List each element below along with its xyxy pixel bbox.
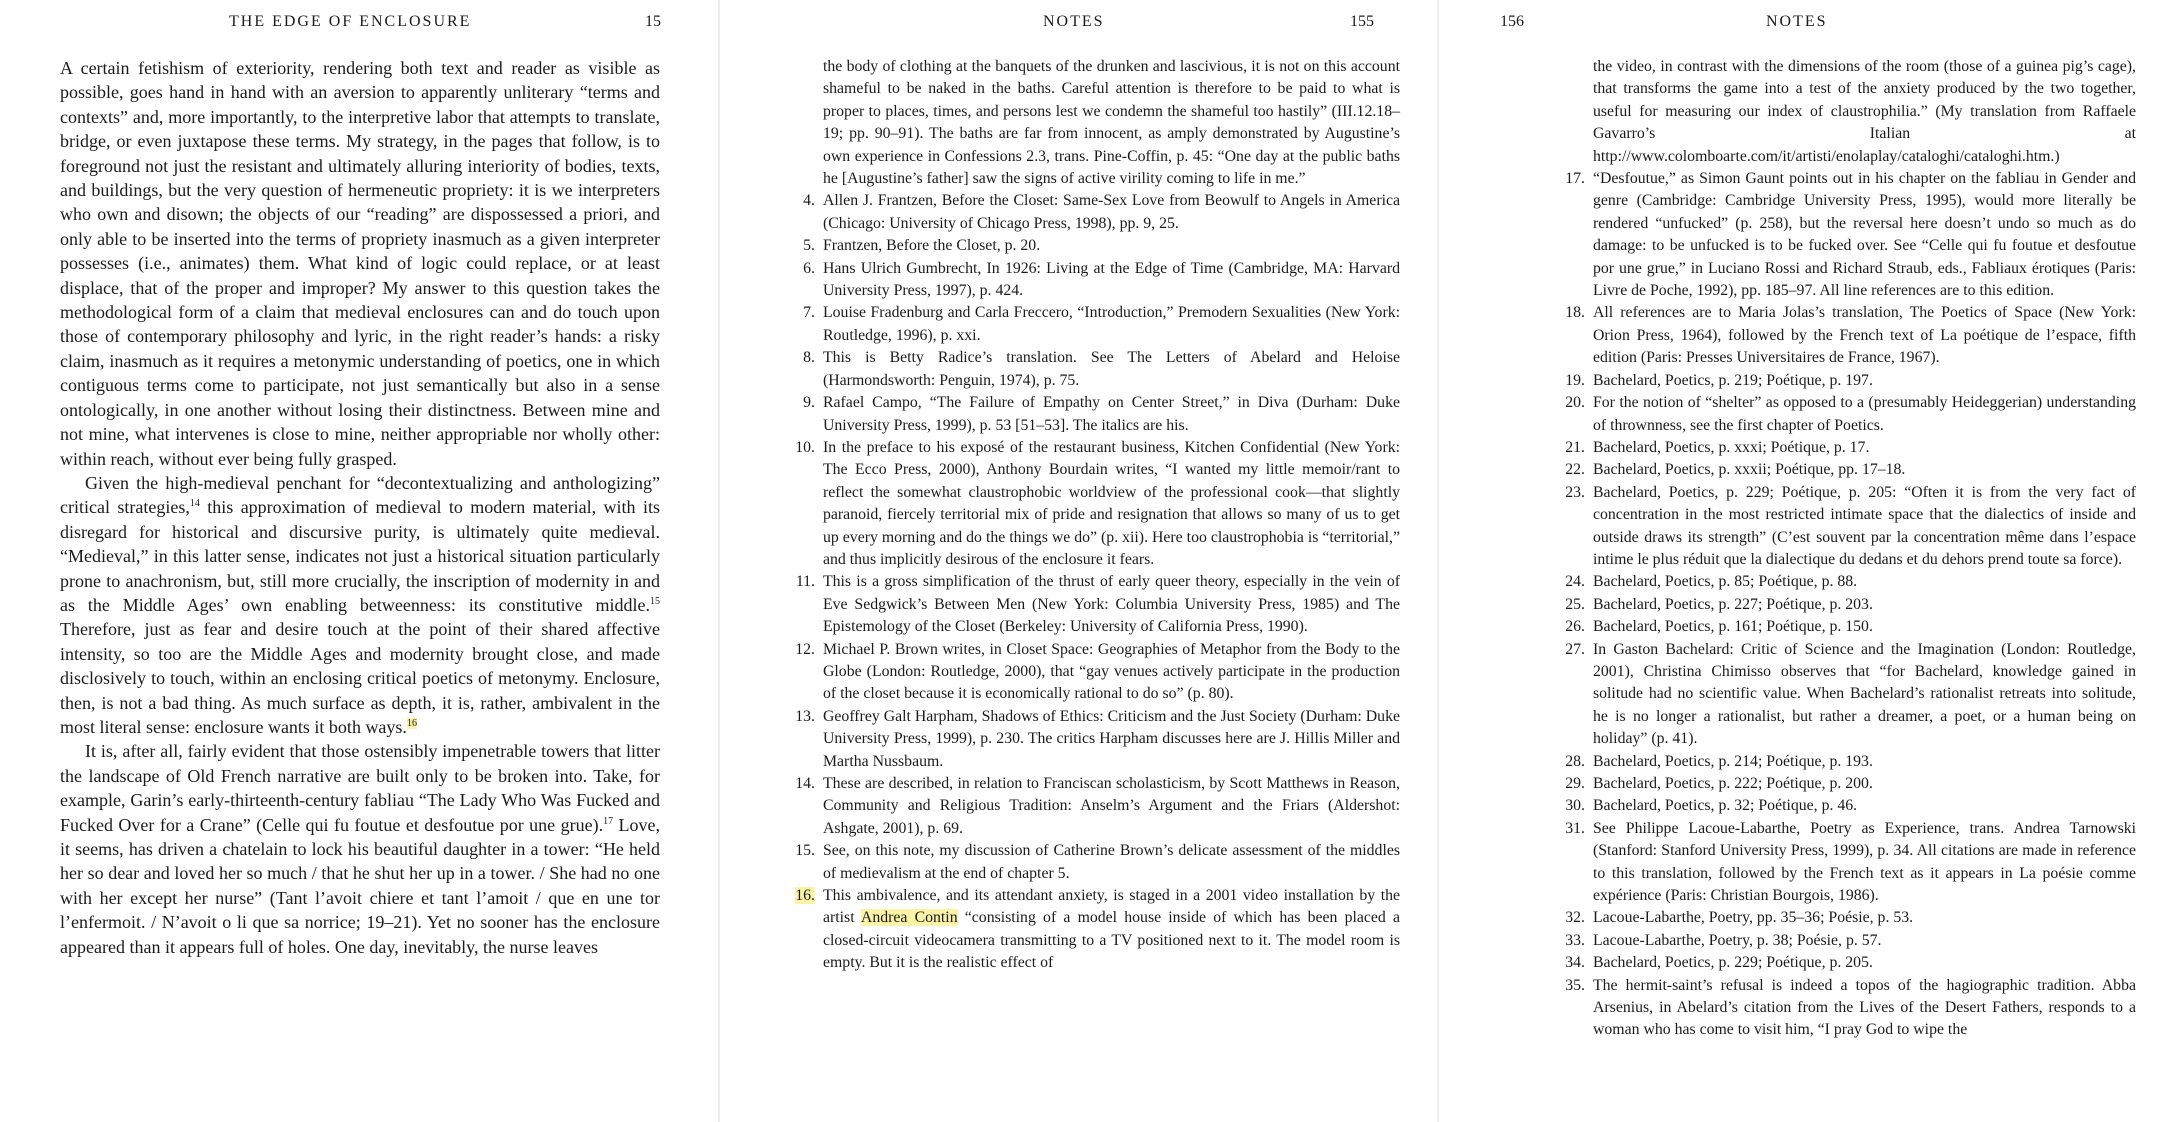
- note-item: [1553, 930, 2136, 952]
- note-number: 21.: [1565, 438, 1585, 456]
- note-item: [1553, 907, 2136, 929]
- note-number: 23.: [1565, 483, 1585, 501]
- footnote-ref[interactable]: 15: [650, 595, 660, 607]
- running-head: [0, 13, 718, 35]
- text-run: Love, it seems, has driven a chatelain to lock his beautiful daughter in a tower: “He held her so dear and loved her so much / that he shut her up in a tower. / She had no one with her except her nurse” (Tant l’avoit chiere et tant l’amoit / que en une tor l’enfermoit. / N’avoit o li que sa norrice; 19–21). Yet no sooner has the enclosure appeared than it appears full of holes. One day, inevitably, the nurse leaves: [60, 814, 661, 957]
- note-item: [1553, 392, 2136, 437]
- note-text: Bachelard, Poetics, p. 85; Poétique, p. 88.: [1593, 573, 1858, 591]
- note-number: 12.: [795, 640, 815, 658]
- note-item: [1553, 751, 2136, 773]
- text-run: this approximation of medieval to modern material, with its disregard for historical and discursive purity, is ultimately quite medieval. “Medieval,” in this latter sense, indicates not just a historical situation particularly prone to anachronism, but, still more crucially, the inscription of modernity in and as the Middle Ages’ own enabling betweenness: its constitutive middle.: [60, 497, 660, 615]
- note-item: [1553, 952, 2136, 974]
- note-number: 32.: [1565, 909, 1585, 927]
- note-number: 9.: [803, 394, 815, 412]
- note-text: Bachelard, Poetics, p. xxxi; Poétique, p. 17.: [1593, 438, 1870, 456]
- notes-list: [783, 56, 1400, 975]
- note-item: [783, 437, 1400, 571]
- note-text: Bachelard, Poetics, p. 161; Poétique, p. 150.: [1593, 618, 1873, 636]
- note-item: [1553, 795, 2136, 817]
- note-text: Bachelard, Poetics, p. 32; Poétique, p. 46.: [1593, 797, 1858, 815]
- note-number: 11.: [795, 573, 815, 591]
- note-text: The hermit-saint’s refusal is indeed a topos of the hagiographic tradition. Abba Arsenius, in Abelard’s citation from the Lives of the Desert Fathers, responds to a woman who has come to visit him, “I pray God to wipe the: [1593, 976, 2136, 1039]
- note-text: Bachelard, Poetics, p. 222; Poétique, p. 200.: [1593, 775, 1873, 792]
- paragraph: [60, 471, 660, 739]
- note-text: Rafael Campo, “The Failure of Empathy on Center Street,” in Diva (Durham: Duke University Press, 1999), p. 53 [51–53]. The italics are his.: [823, 394, 1400, 434]
- note-item: [1553, 818, 2136, 908]
- note-number: 25.: [1565, 595, 1585, 613]
- note-number: 28.: [1565, 752, 1585, 770]
- note-number: 13.: [795, 707, 815, 725]
- note-number: 26.: [1565, 618, 1585, 636]
- running-title: NOTES: [1043, 13, 1105, 30]
- note-number: 14.: [795, 775, 815, 792]
- note-text: Bachelard, Poetics, p. 219; Poétique, p. 197.: [1593, 371, 1873, 389]
- note-number: 6.: [803, 259, 815, 277]
- note-number-highlight: 16.: [795, 887, 815, 905]
- running-title: THE EDGE OF ENCLOSURE: [229, 13, 472, 30]
- text-run: “consisting of a model house inside of which has been placed a closed-circuit videocamera transmitting to a TV positioned next to it. The model room is empty. But it is the realistic effect of: [823, 909, 1400, 972]
- note-number: 31.: [1565, 819, 1585, 837]
- note-text: All references are to Maria Jolas’s translation, The Poetics of Space (New York: Orion Press, 1964), followed by the French text of La poétique de l’espace, fifth edition (Paris: Presses Universitaires de France, 1967).: [1593, 304, 2136, 367]
- note-number: 8.: [803, 349, 815, 367]
- note-text: Hans Ulrich Gumbrecht, In 1926: Living at the Edge of Time (Cambridge, MA: Harvard University Press, 1997), p. 424.: [823, 259, 1400, 300]
- note-number: 18.: [1565, 304, 1585, 322]
- note-item: [1553, 616, 2136, 638]
- note-text: Allen J. Frantzen, Before the Closet: Same-Sex Love from Beowulf to Angels in America (Chicago: University of Chicago Press, 1998), pp. 9, 25.: [823, 192, 1400, 232]
- note-item: [783, 773, 1400, 840]
- note-text: “Desfoutue,” as Simon Gaunt points out in his chapter on the fabliau in Gender and genre (Cambridge: Cambridge University Press, 1995), would more literally be rendered “unfucked” (p. 258), but the reversal here doesn’t undo so much as do damage: to be unfucked is to be fucked over. See “Celle qui fu foutue et desfoutue por une grue,” in Luciano Rossi and Richard Straub, eds., Fabliaux érotiques (Paris: Livre de Poche, 1992), pp. 185–97. All line references are to this edition.: [1593, 170, 2136, 300]
- note-item: [783, 302, 1400, 347]
- note-number: 5.: [803, 237, 815, 255]
- text-run: It is, after all, fairly evident that those ostensibly impenetrable towers that litter the landscape of Old French narrative are built only to be broken into. Take, for example, Garin’s early-thirteenth-century fabliau “The Lady Who Was Fucked and Fucked Over for a Crane” (Celle qui fu foutue et desfoutue por une grue).: [60, 741, 660, 835]
- note-number: 33.: [1565, 931, 1585, 949]
- note-text: Geoffrey Galt Harpham, Shadows of Ethics: Criticism and the Just Society (Durham: Duke University Press, 1999), p. 230. The critics Harpham discusses here are J. Hillis Miller and Martha Nussbaum.: [823, 707, 1400, 770]
- page-number: 155: [1350, 13, 1374, 30]
- note-item: [783, 392, 1400, 437]
- note-text: Bachelard, Poetics, p. 229; Poétique, p. 205.: [1593, 954, 1873, 972]
- note-text: the body of clothing at the banquets of the drunken and lascivious, it is not on this account shameful to be naked in the baths. Careful attention is therefore to be paid to what is proper to places, times, and persons lest we condemn the shameful too hastily” (III.12.18–19; pp. 90–91). The baths are far from innocent, as amply demonstrated by Augustine’s own experience in Confessions 2.3, trans. Pine-Coffin, p. 45: “One day at the public baths he [Augustine’s father] saw the signs of active virility coming to life in me.”: [823, 58, 1400, 188]
- note-item: [783, 639, 1400, 706]
- note-text: Bachelard, Poetics, p. 229; Poétique, p. 205: “Often it is from the very fact of concentration in the most restricted intimate space that the dialectics of inside and outside draws its strength” (C’est souvent par la concentration même dans l’espace intime le plus réduit que la dialectique du dedans et du dehors prend toute sa force).: [1593, 483, 2136, 568]
- footnote-ref[interactable]: 14: [189, 498, 200, 510]
- note-item: [1553, 437, 2136, 459]
- note-item: [1553, 482, 2136, 572]
- note-item: [783, 347, 1400, 392]
- note-item: [1553, 56, 2136, 168]
- notes-list: [1553, 56, 2136, 1042]
- note-item: [1553, 639, 2136, 751]
- note-number: 22.: [1565, 461, 1585, 479]
- note-item: [1553, 571, 2136, 593]
- running-title: NOTES: [1766, 13, 1828, 30]
- note-item: [1553, 168, 2136, 302]
- note-item: [1553, 975, 2136, 1042]
- note-item: [783, 840, 1400, 885]
- note-number: 4.: [803, 192, 815, 210]
- note-item-16: [783, 885, 1400, 975]
- paragraph: [60, 739, 660, 959]
- note-number: 7.: [803, 304, 815, 322]
- note-item: [1553, 370, 2136, 392]
- note-item: [783, 235, 1400, 257]
- note-text: Lacoue-Labarthe, Poetry, p. 38; Poésie, p. 57.: [1593, 931, 1882, 949]
- note-text: [823, 885, 1400, 975]
- note-number: 19.: [1565, 371, 1585, 389]
- note-text: Lacoue-Labarthe, Poetry, pp. 35–36; Poésie, p. 53.: [1593, 909, 1914, 927]
- note-text: This is a gross simplification of the thrust of early queer theory, especially in the vein of Eve Sedgwick’s Between Men (New York: Columbia University Press, 1985) and The Epistemology of the Closet (Berkeley: University of California Press, 1990).: [823, 573, 1400, 636]
- highlighted-name: Andrea Contin: [860, 909, 958, 927]
- note-text: Michael P. Brown writes, in Closet Space: Geographies of Metaphor from the Body to the Globe (London: Routledge, 2000), that “gay venues actively participate in the production of the closet because it is economically rational to do so” (p. 80).: [823, 640, 1400, 703]
- note-item: [1553, 773, 2136, 795]
- note-number: 24.: [1565, 573, 1585, 591]
- page-number: 156: [1500, 13, 1524, 30]
- text-run: This ambivalence, and its attendant anxiety, is staged in a 2001 video installation by the artist: [823, 887, 1400, 927]
- note-text: See, on this note, my discussion of Catherine Brown’s delicate assessment of the middles of medievalism at the end of chapter 5.: [823, 842, 1400, 882]
- note-number: [783, 885, 823, 907]
- note-text: Bachelard, Poetics, p. xxxii; Poétique, pp. 17–18.: [1593, 461, 1906, 479]
- note-text: Frantzen, Before the Closet, p. 20.: [823, 237, 1041, 255]
- note-item: [783, 258, 1400, 303]
- note-text: the video, in contrast with the dimensions of the room (those of a guinea pig’s cage), that transforms the game into a test of the anxiety produced by the two together, useful for measuring our index of claustrophilia.” (My translation from Raffaele Gavarro’s Italian at http://www.colomboarte.com/it/artisti/enolaplay/cataloghi/cataloghi.htm.): [1593, 58, 2136, 165]
- note-text: In Gaston Bachelard: Critic of Science and the Imagination (London: Routledge, 2001), Christina Chimisso observes that “for Bachelard, knowledge gained in solitude had no scientific value. When Bachelard’s rationalist retreats into solitude, he is no longer a rationalist, but rather a dreamer, a poet, or a human being on holiday” (p. 41).: [1593, 640, 2136, 748]
- body-text: [60, 56, 660, 959]
- note-item: [1553, 302, 2136, 369]
- note-item: [1553, 459, 2136, 481]
- note-number: 29.: [1565, 775, 1585, 792]
- paragraph: A certain fetishism of exteriority, rendering both text and reader as visible as possible, goes hand in hand with an aversion to apparently unliterary “terms and contexts” and, more importantly, to the interpretive labor that attempts to translate, bridge, or even juxtapose these terms. My strategy, in the pages that follow, is to foreground not just the resistant and ultimately alluring interiority of bodies, texts, and buildings, but the very question of hermeneutic propriety: it is we interpreters who own and disown; the objects of our “reading” are dispossessed a priori, and only able to be inserted into the terms of propriety inasmuch as a given interpreter possesses (i.e., animates) them. What kind of logic could replace, or at least displace, that of the proper and improper? My answer to this question takes the methodological form of a claim that medieval enclosures can and do touch upon those of contemporary philosophy and lyric, in the right reader’s hands: a risky claim, inasmuch as it requires a metonymic understanding of poetics, one in which contiguous terms come to participate, not just semantically but also in a sense ontologically, in one another without losing their distinctness. Between mine and not mine, what intervenes is close to mine, neither appropriable nor wholly other: within reach, without ever being fully grasped.: [60, 58, 660, 469]
- note-number: 20.: [1565, 394, 1585, 412]
- running-head: [1439, 13, 2158, 35]
- note-text: Louise Fradenburg and Carla Freccero, “Introduction,” Premodern Sexualities (New York: Routledge, 1996), p. xxi.: [823, 304, 1400, 344]
- page-15: [0, 0, 718, 1122]
- page-number: 15: [645, 13, 661, 30]
- note-item: [1553, 594, 2136, 616]
- note-number: 30.: [1565, 797, 1585, 815]
- page-156: [1439, 0, 2158, 1122]
- note-text: Bachelard, Poetics, p. 214; Poétique, p. 193.: [1593, 752, 1873, 770]
- note-number: 15.: [795, 842, 815, 860]
- text-run: Therefore, just as fear and desire touch at the point of their shared affective intensity, so too are the Middle Ages and modernity brought close, and made disclosively to touch, within an enclosing critical poetics of metonymy. Enclosure, then, is not a bad thing. As much surface as depth, it is, rather, ambivalent in the most literal sense: enclosure wants it both ways.: [60, 619, 660, 737]
- note-item: [783, 571, 1400, 638]
- note-number: 10.: [795, 438, 815, 456]
- note-text: This is Betty Radice’s translation. See The Letters of Abelard and Heloise (Harmondsworth: Penguin, 1974), p. 75.: [823, 349, 1400, 389]
- running-head: [720, 13, 1437, 35]
- note-item: [783, 706, 1400, 773]
- note-text: These are described, in relation to Franciscan scholasticism, by Scott Matthews in Reason, Community and Religious Tradition: Anselm’s Argument and the Friars (Aldershot: Ashgate, 2001), p. 69.: [823, 775, 1400, 837]
- page-155: [720, 0, 1437, 1122]
- note-text: Bachelard, Poetics, p. 227; Poétique, p. 203.: [1593, 595, 1873, 613]
- note-text: For the notion of “shelter” as opposed to a (presumably Heideggerian) understanding of thrownness, see the first chapter of Poetics.: [1593, 394, 2136, 434]
- note-number: 35.: [1565, 976, 1585, 994]
- note-number: 17.: [1565, 170, 1585, 188]
- note-item: [783, 56, 1400, 190]
- note-text: In the preface to his exposé of the restaurant business, Kitchen Confidential (New York: The Ecco Press, 2000), Anthony Bourdain writes, “I wanted my little memoir/rant to reflect the somewhat claustrophobic worldview of the professional cook—that slightly paranoid, fiercely territorial mix of pride and resignation that allows so many of us to get up every morning and do the things we do” (p. xii). Here too claustrophobia is “territorial,” and thus implicitly desirous of the enclosure it fears.: [823, 438, 1400, 568]
- text-run: Given the high-medieval penchant for “decontextualizing and anthologizing” critical strategies,: [60, 472, 660, 518]
- note-number: 27.: [1565, 640, 1585, 658]
- footnote-ref-highlighted[interactable]: 16: [406, 717, 417, 729]
- note-number: 34.: [1565, 954, 1585, 972]
- note-item: [783, 190, 1400, 235]
- footnote-ref[interactable]: 17: [603, 815, 614, 827]
- note-text: See Philippe Lacoue-Labarthe, Poetry as Experience, trans. Andrea Tarnowski (Stanford: Stanford University Press, 1999), p. 34. All citations are made in reference to this translation, followed by the French text as it appears in La poésie comme expérience (Paris: Christian Bourgois, 1986).: [1593, 819, 2136, 905]
